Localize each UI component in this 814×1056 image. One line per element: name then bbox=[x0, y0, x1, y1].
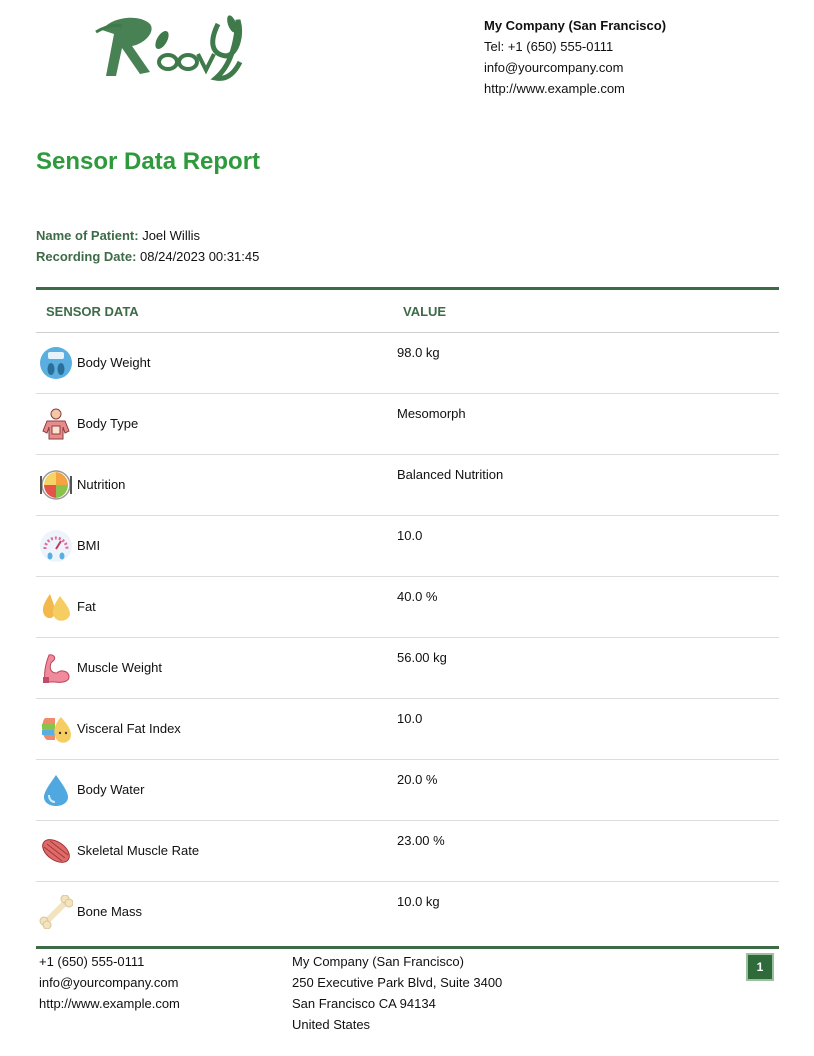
table-row bbox=[36, 821, 779, 882]
sensor-label: Body Water bbox=[77, 782, 145, 797]
sensor-label: Skeletal Muscle Rate bbox=[77, 843, 200, 858]
sensor-value: 20.0 % bbox=[397, 772, 438, 787]
page-footer bbox=[36, 946, 779, 1032]
header-value: VALUE bbox=[403, 304, 447, 319]
body-type-icon bbox=[39, 407, 73, 441]
table-row bbox=[36, 882, 779, 942]
footer-address bbox=[292, 951, 502, 1035]
footer-contact bbox=[39, 951, 180, 1014]
sensor-value: 10.0 bbox=[397, 711, 423, 726]
sensor-value: 10.0 bbox=[397, 528, 423, 543]
sensor-label: BMI bbox=[77, 538, 101, 553]
recording-date-label: Recording Date: bbox=[36, 249, 137, 264]
sensor-label: Fat bbox=[77, 599, 96, 614]
table-row bbox=[36, 760, 779, 821]
footer-address-line1: 250 Executive Park Blvd, Suite 3400 bbox=[292, 975, 503, 990]
scale-icon bbox=[39, 346, 73, 380]
footer-phone: +1 (650) 555-0111 bbox=[39, 954, 145, 969]
sensor-value: Mesomorph bbox=[397, 406, 466, 421]
table-row bbox=[36, 516, 779, 577]
muscle-arm-icon bbox=[39, 651, 73, 685]
footer-email[interactable]: info@yourcompany.com bbox=[39, 975, 179, 990]
footer-address-line2: San Francisco CA 94134 bbox=[292, 996, 436, 1011]
sensor-data-table bbox=[36, 287, 779, 942]
footer-company: My Company (San Francisco) bbox=[292, 954, 464, 969]
table-header bbox=[36, 287, 779, 333]
table-row bbox=[36, 699, 779, 760]
patient-name-label: Name of Patient: bbox=[36, 228, 139, 243]
table-row bbox=[36, 394, 779, 455]
table-row bbox=[36, 577, 779, 638]
footer-website[interactable]: http://www.example.com bbox=[39, 996, 180, 1011]
sensor-label: Bone Mass bbox=[77, 904, 143, 919]
company-website[interactable]: http://www.example.com bbox=[484, 81, 625, 96]
bone-icon bbox=[39, 895, 73, 929]
sensor-value: 23.00 % bbox=[397, 833, 445, 848]
company-info bbox=[484, 15, 666, 99]
sensor-value: 56.00 kg bbox=[397, 650, 447, 665]
footer-country: United States bbox=[292, 1017, 371, 1032]
header-sensor-data: SENSOR DATA bbox=[46, 304, 139, 319]
page-number: 1 bbox=[748, 955, 772, 979]
sensor-value: 40.0 % bbox=[397, 589, 438, 604]
sensor-label: Muscle Weight bbox=[77, 660, 163, 675]
sensor-value: 98.0 kg bbox=[397, 345, 440, 360]
sensor-value: 10.0 kg bbox=[397, 894, 440, 909]
sensor-label: Nutrition bbox=[77, 477, 126, 492]
company-tel: Tel: +1 (650) 555-0111 bbox=[484, 39, 614, 54]
water-drop-icon bbox=[39, 773, 73, 807]
recording-date: 08/24/2023 00:31:45 bbox=[140, 249, 260, 264]
table-row bbox=[36, 455, 779, 516]
fat-drop-icon bbox=[39, 590, 73, 624]
table-row bbox=[36, 638, 779, 699]
sensor-label: Body Type bbox=[77, 416, 139, 431]
sensor-label: Body Weight bbox=[77, 355, 151, 370]
company-name: My Company (San Francisco) bbox=[484, 18, 667, 33]
bmi-gauge-icon bbox=[39, 529, 73, 563]
sensor-label: Visceral Fat Index bbox=[77, 721, 181, 736]
company-logo bbox=[92, 10, 248, 84]
skeletal-muscle-icon bbox=[39, 834, 73, 868]
patient-info bbox=[36, 225, 259, 267]
patient-name: Joel Willis bbox=[142, 228, 200, 243]
company-email[interactable]: info@yourcompany.com bbox=[484, 60, 624, 75]
table-row bbox=[36, 333, 779, 394]
nutrition-plate-icon bbox=[39, 468, 73, 502]
report-title: Sensor Data Report bbox=[36, 148, 261, 175]
visceral-fat-icon bbox=[39, 712, 73, 746]
sensor-value: Balanced Nutrition bbox=[397, 467, 504, 482]
